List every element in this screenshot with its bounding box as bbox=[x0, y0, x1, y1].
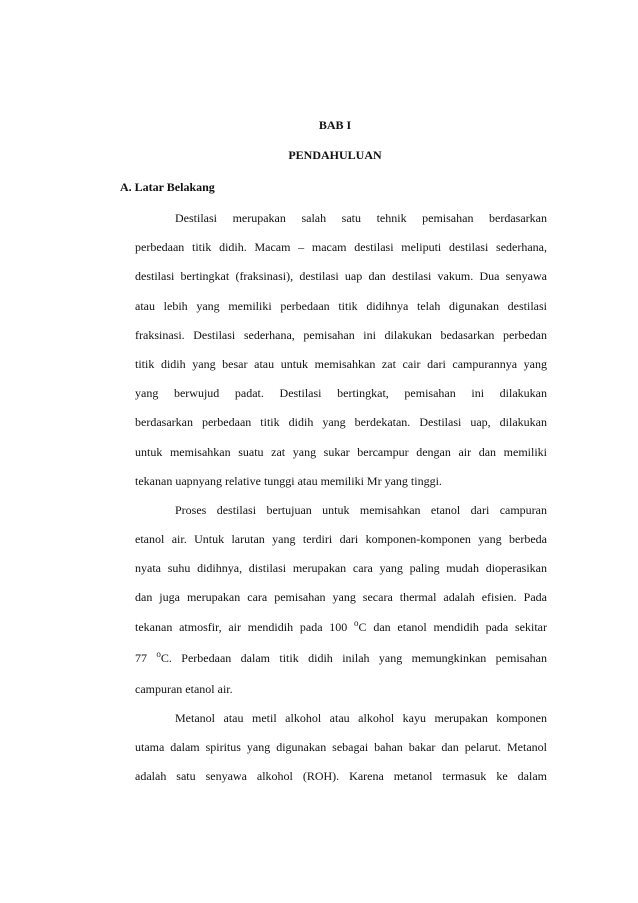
paragraph-line: dan juga merupakan cara pemisahan yang secara thermal adalah efisien. Pada bbox=[135, 590, 547, 605]
paragraph-line bbox=[135, 617, 547, 648]
paragraph-line: Metanol atau metil alkohol atau alkohol kayu merupakan komponen bbox=[175, 710, 547, 725]
paragraph-line: utama dalam spiritus yang digunakan sebagai bahan bakar dan pelarut. Metanol bbox=[135, 740, 547, 754]
degree-symbol: o bbox=[156, 648, 161, 659]
paragraph-line: untuk memisahkan suatu zat yang sukar bercampur dengan air dan memiliki bbox=[135, 444, 547, 459]
body-text bbox=[135, 208, 547, 795]
line-text: C. Perbedaan dalam titik didih inilah yang memungkinkan pemisahan bbox=[160, 650, 548, 665]
paragraph-line: destilasi bertingkat (fraksinasi), destilasi uap dan destilasi vakum. Dua senyawa bbox=[135, 269, 547, 284]
paragraph-line: etanol air. Untuk larutan yang terdiri dari komponen-komponen yang berbeda bbox=[135, 532, 547, 547]
paragraph-line: perbedaan titik didih. Macam – macam destilasi meliputi destilasi sederhana, bbox=[135, 240, 547, 255]
line-text: 77 bbox=[135, 650, 157, 665]
paragraph-line: Proses destilasi bertujuan untuk memisahkan etanol dari campuran bbox=[175, 502, 547, 517]
chapter-title: PENDAHULUAN bbox=[288, 148, 382, 162]
paragraph-line: campuran etanol air. bbox=[135, 681, 233, 696]
paragraph-line: fraksinasi. Destilasi sederhana, pemisahan ini dilakukan bedasarkan perbedan bbox=[135, 327, 547, 342]
paragraph-line: adalah satu senyawa alkohol (ROH). Karena metanol termasuk ke dalam bbox=[135, 769, 547, 784]
paragraph-line bbox=[135, 648, 547, 679]
line-text: C dan etanol mendidih pada sekitar bbox=[358, 619, 547, 634]
paragraph-line: berdasarkan perbedaan titik didih yang berdekatan. Destilasi uap, dilakukan bbox=[135, 415, 547, 430]
paragraph-line: nyata suhu didihnya, distilasi merupakan cara yang paling mudah dioperasikan bbox=[135, 561, 547, 576]
paragraph-line: Destilasi merupakan salah satu tehnik pemisahan berdasarkan bbox=[175, 211, 547, 225]
paragraph-line: titik didih yang besar atau untuk memisahkan zat cair dari campurannya yang bbox=[135, 356, 547, 371]
line-text: tekanan atmosfir, air mendidih pada 100 bbox=[135, 619, 355, 634]
degree-symbol: o bbox=[354, 617, 359, 628]
paragraph-line: tekanan uapnyang relative tunggi atau memiliki Mr yang tinggi. bbox=[135, 473, 442, 488]
section-heading: A. Latar Belakang bbox=[120, 180, 215, 194]
paragraph-line: atau lebih yang memiliki perbedaan titik didihnya telah digunakan destilasi bbox=[135, 298, 547, 313]
chapter-number: BAB I bbox=[318, 118, 352, 132]
paragraph-line: yang berwujud padat. Destilasi bertingkat, pemisahan ini dilakukan bbox=[135, 386, 547, 401]
